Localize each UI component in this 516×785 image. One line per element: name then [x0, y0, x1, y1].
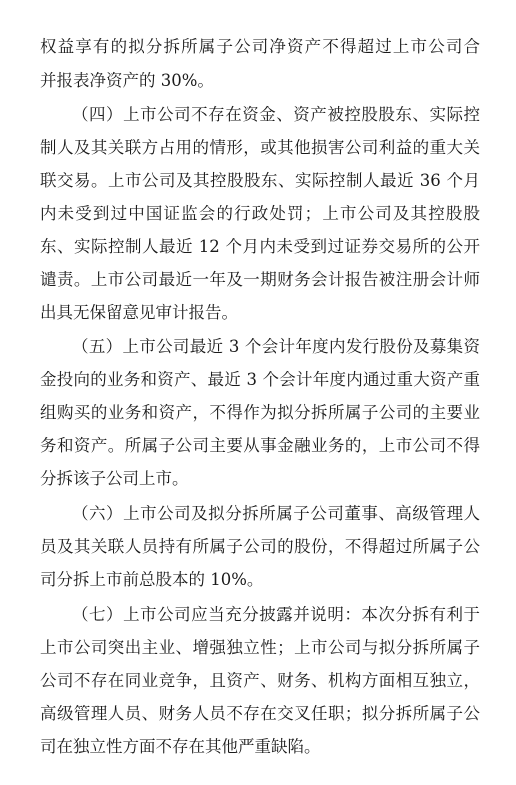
- text-line: 司分拆上市前总股本的 10%。: [40, 570, 264, 589]
- text-line: 司在独立性方面不存在其他严重缺陷。: [40, 737, 321, 756]
- paragraph-start-line: （七）上市公司应当充分披露并说明：本次分拆有利于: [72, 605, 480, 624]
- text-line: 制人及其关联方占用的情形，或其他损害公司利益的重大关: [40, 138, 480, 157]
- text-line: 谴责。上市公司最近一年及一期财务会计报告被注册会计师: [40, 270, 480, 289]
- text-line: 务和资产。所属子公司主要从事金融业务的，上市公司不得: [40, 436, 480, 455]
- text-line: 出具无保留意见审计报告。: [40, 303, 238, 322]
- text-line: 联交易。上市公司及其控股股东、实际控制人最近 36 个月: [40, 171, 480, 190]
- text-line: 组购买的业务和资产，不得作为拟分拆所属子公司的主要业: [40, 403, 480, 422]
- paragraph-start-line: （六）上市公司及拟分拆所属子公司董事、高级管理人: [72, 504, 480, 523]
- paragraph-start-line: （四）上市公司不存在资金、资产被控股股东、实际控: [72, 105, 480, 124]
- text-line: 权益享有的拟分拆所属子公司净资产不得超过上市公司合: [40, 37, 480, 56]
- text-line: 上市公司突出主业、增强独立性；上市公司与拟分拆所属子: [40, 638, 480, 657]
- text-line: 高级管理人员、财务人员不存在交叉任职；拟分拆所属子公: [40, 704, 480, 723]
- text-line: 公司不存在同业竞争，且资产、财务、机构方面相互独立，: [40, 671, 480, 690]
- text-line: 员及其关联人员持有所属子公司的股份，不得超过所属子公: [40, 537, 480, 556]
- text-line: 内未受到过中国证监会的行政处罚；上市公司及其控股股: [40, 204, 480, 223]
- paragraph-start-line: （五）上市公司最近 3 个会计年度内发行股份及募集资: [72, 337, 480, 356]
- text-line: 分拆该子公司上市。: [40, 469, 189, 488]
- text-line: 金投向的业务和资产、最近 3 个会计年度内通过重大资产重: [40, 370, 480, 389]
- text-line: 并报表净资产的 30%。: [40, 71, 214, 90]
- text-line: 东、实际控制人最近 12 个月内未受到过证券交易所的公开: [40, 237, 480, 256]
